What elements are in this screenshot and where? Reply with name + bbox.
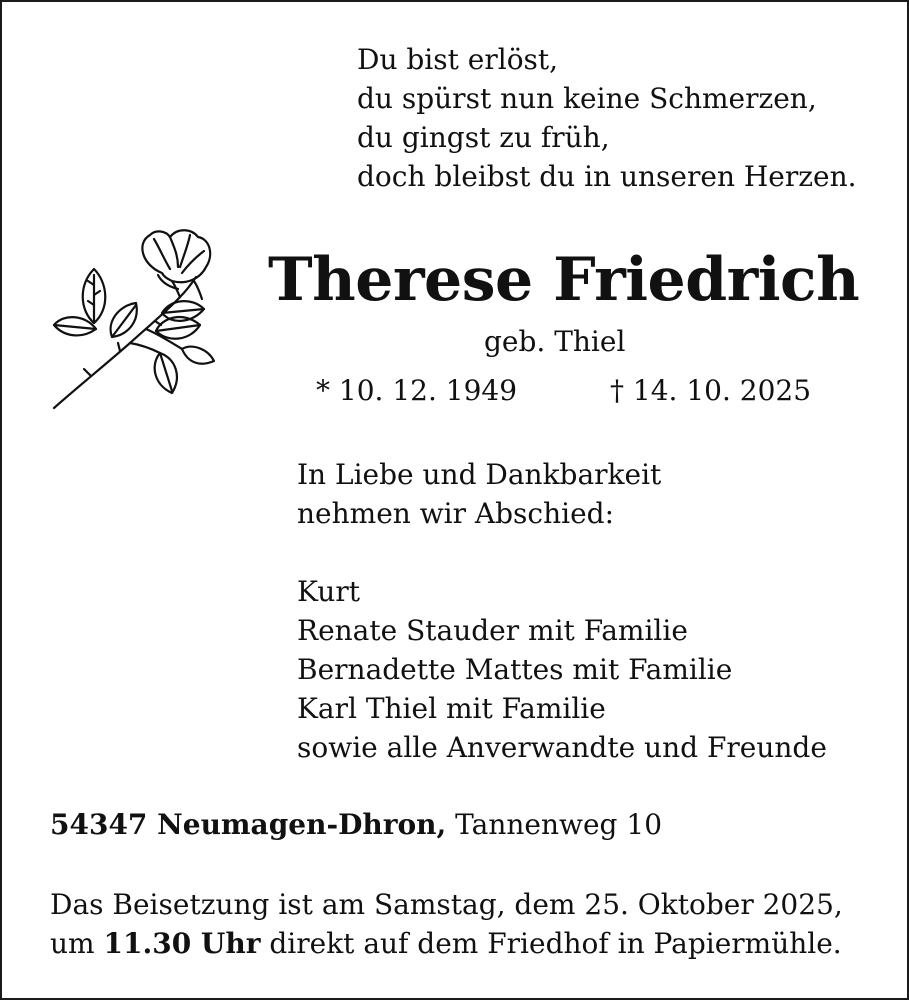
farewell-intro [297, 455, 661, 533]
death-date: † 14. 10. 2025 [610, 374, 812, 407]
mourner: Bernadette Mattes mit Familie [297, 653, 733, 686]
poem-line: doch bleibst du in unseren Herzen. [357, 160, 857, 193]
mourner: Kurt [297, 575, 360, 608]
poem-line: du spürst nun keine Schmerzen, [357, 82, 817, 115]
mourners-list [297, 572, 827, 767]
poem [357, 40, 857, 196]
address [50, 805, 662, 844]
mourner: Karl Thiel mit Familie [297, 692, 606, 725]
address-city: 54347 Neumagen-Dhron, [50, 808, 447, 841]
funeral-prefix: um [50, 927, 95, 960]
birth-date: * 10. 12. 1949 [316, 374, 518, 407]
funeral-line-1: Das Beisetzung ist am Samstag, dem 25. Oktober 2025, [50, 888, 843, 921]
poem-line: du gingst zu früh, [357, 121, 610, 154]
mourner: sowie alle Anverwandte und Freunde [297, 731, 827, 764]
rose-icon [50, 225, 218, 413]
funeral-time: 11.30 Uhr [103, 927, 261, 960]
funeral-info [50, 885, 843, 963]
mourner: Renate Stauder mit Familie [297, 614, 688, 647]
address-street: Tannenweg 10 [455, 808, 663, 841]
deceased-name: Therese Friedrich [268, 245, 860, 315]
funeral-suffix: direkt auf dem Friedhof in Papiermühle. [269, 927, 842, 960]
poem-line: Du bist erlöst, [357, 43, 559, 76]
intro-line: nehmen wir Abschied: [297, 497, 615, 530]
intro-line: In Liebe und Dankbarkeit [297, 458, 662, 491]
maiden-name: geb. Thiel [484, 325, 626, 358]
funeral-line-2 [50, 924, 843, 963]
